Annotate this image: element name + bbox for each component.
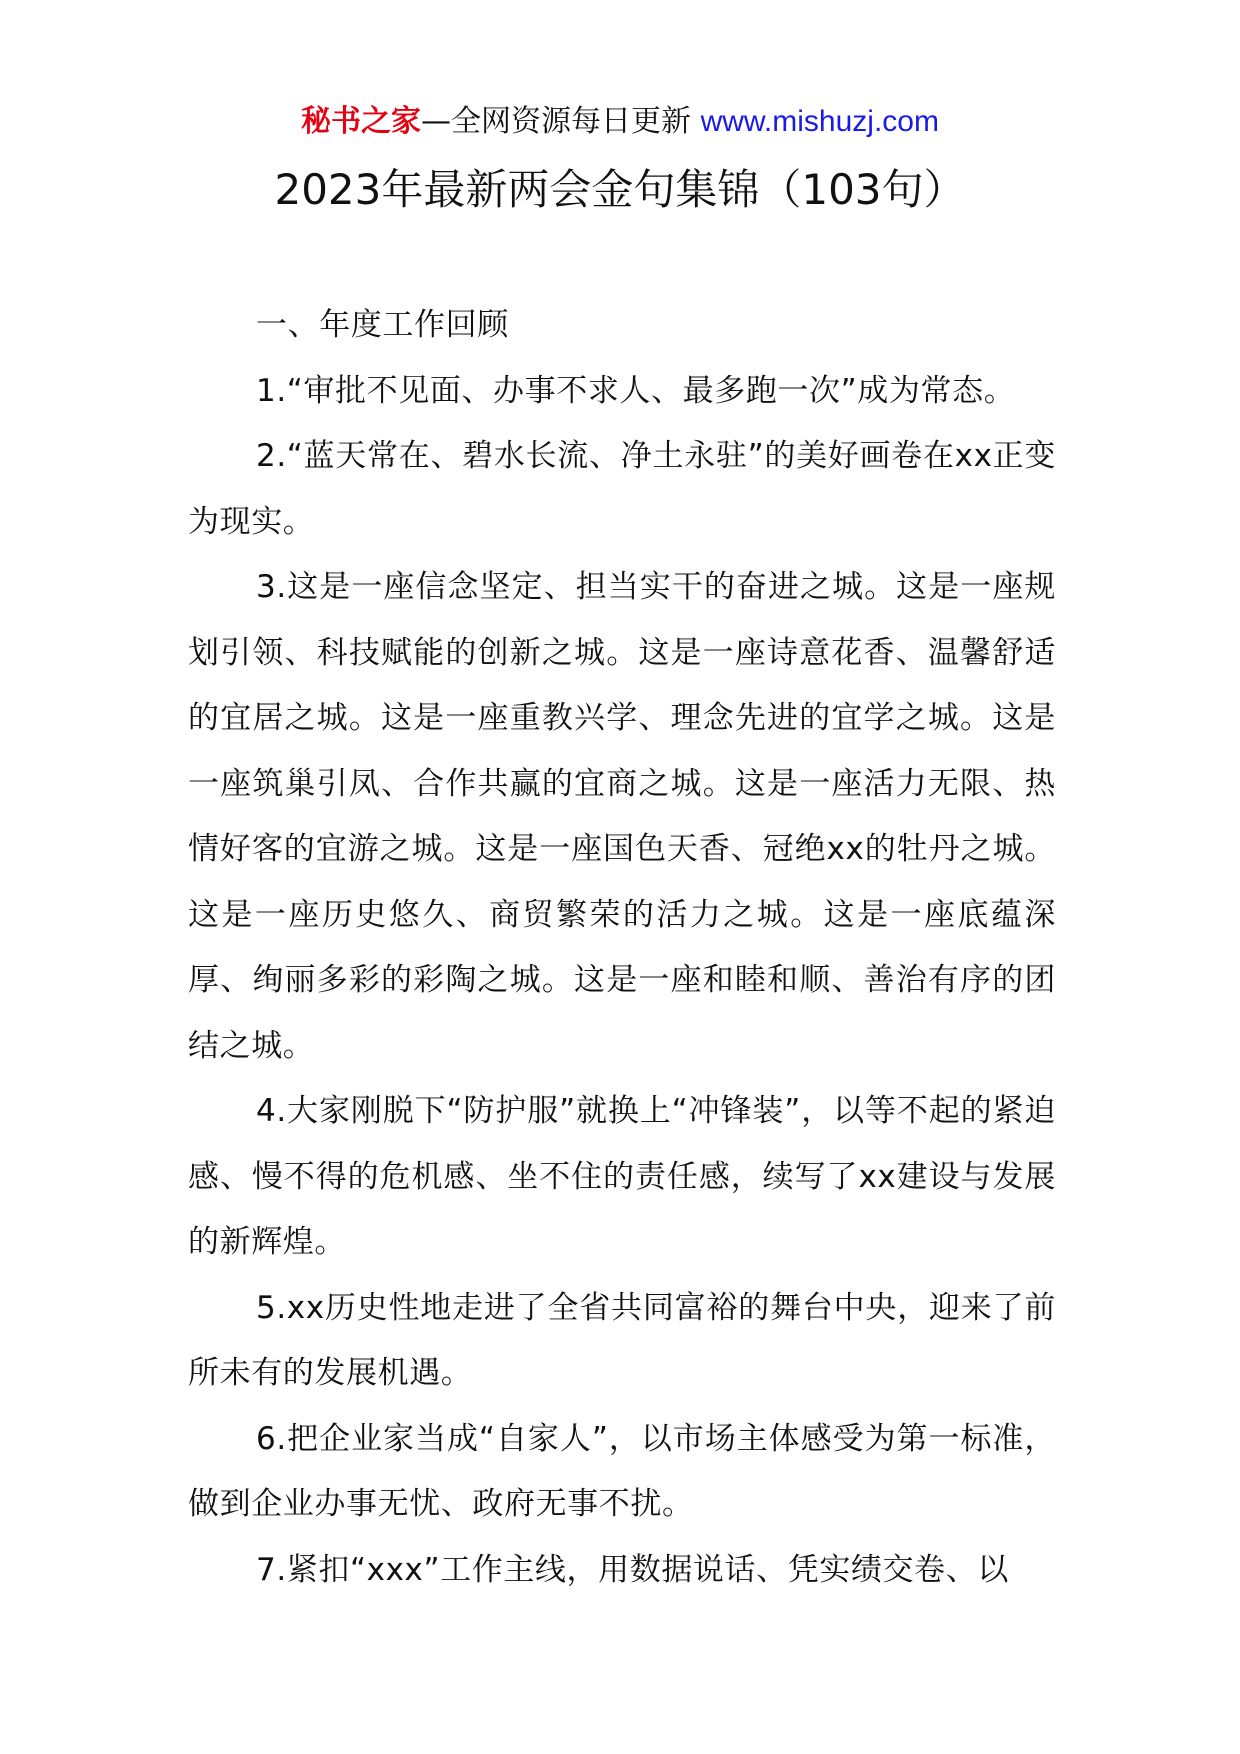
- document-body: [188, 293, 1056, 1603]
- paragraph-5: 5.xx历史性地走进了全省共同富裕的舞台中央，迎来了前所未有的发展机遇。: [188, 1289, 1056, 1391]
- document-title: 2023年最新两会金句集锦（103句）: [274, 165, 966, 214]
- paragraph-4: 4.大家刚脱下“防护服”就换上“冲锋装”，以等不起的紧迫感、慢不得的危机感、坐不住的责任感，续写了xx建设与发展的新辉煌。: [188, 1093, 1056, 1260]
- header-tagline: —全网资源每日更新: [421, 104, 701, 139]
- paragraph-6: 6.把企业家当成“自家人”，以市场主体感受为第一标准，做到企业办事无忧、政府无事不扰。: [188, 1420, 1056, 1522]
- site-header: [0, 100, 1240, 144]
- paragraph-2: 2.“蓝天常在、碧水长流、净土永驻”的美好画卷在xx正变为现实。: [188, 438, 1056, 540]
- paragraph-1: 1.“审批不见面、办事不求人、最多跑一次”成为常态。: [256, 372, 1016, 409]
- brand-name: 秘书之家: [301, 104, 422, 139]
- site-url-link[interactable]: www.mishuzj.com: [700, 105, 939, 138]
- paragraph-7: 7.紧扣“xxx”工作主线，用数据说话、凭实绩交卷、以: [256, 1551, 1009, 1588]
- paragraph-3: 3.这是一座信念坚定、担当实干的奋进之城。这是一座规划引领、科技赋能的创新之城。这是一座诗意花香、温馨舒适的宜居之城。这是一座重教兴学、理念先进的宜学之城。这是一座筑巢引凤、合作共赢的宜商之城。这是一座活力无限、热情好客的宜游之城。这是一座国色天香、冠绝xx的牡丹之城。这是一座历史悠久、商贸繁荣的活力之城。这是一座底蕴深厚、绚丽多彩的彩陶之城。这是一座和睦和顺、善治有序的团结之城。: [188, 569, 1056, 1064]
- section-heading: 一、年度工作回顾: [256, 307, 509, 343]
